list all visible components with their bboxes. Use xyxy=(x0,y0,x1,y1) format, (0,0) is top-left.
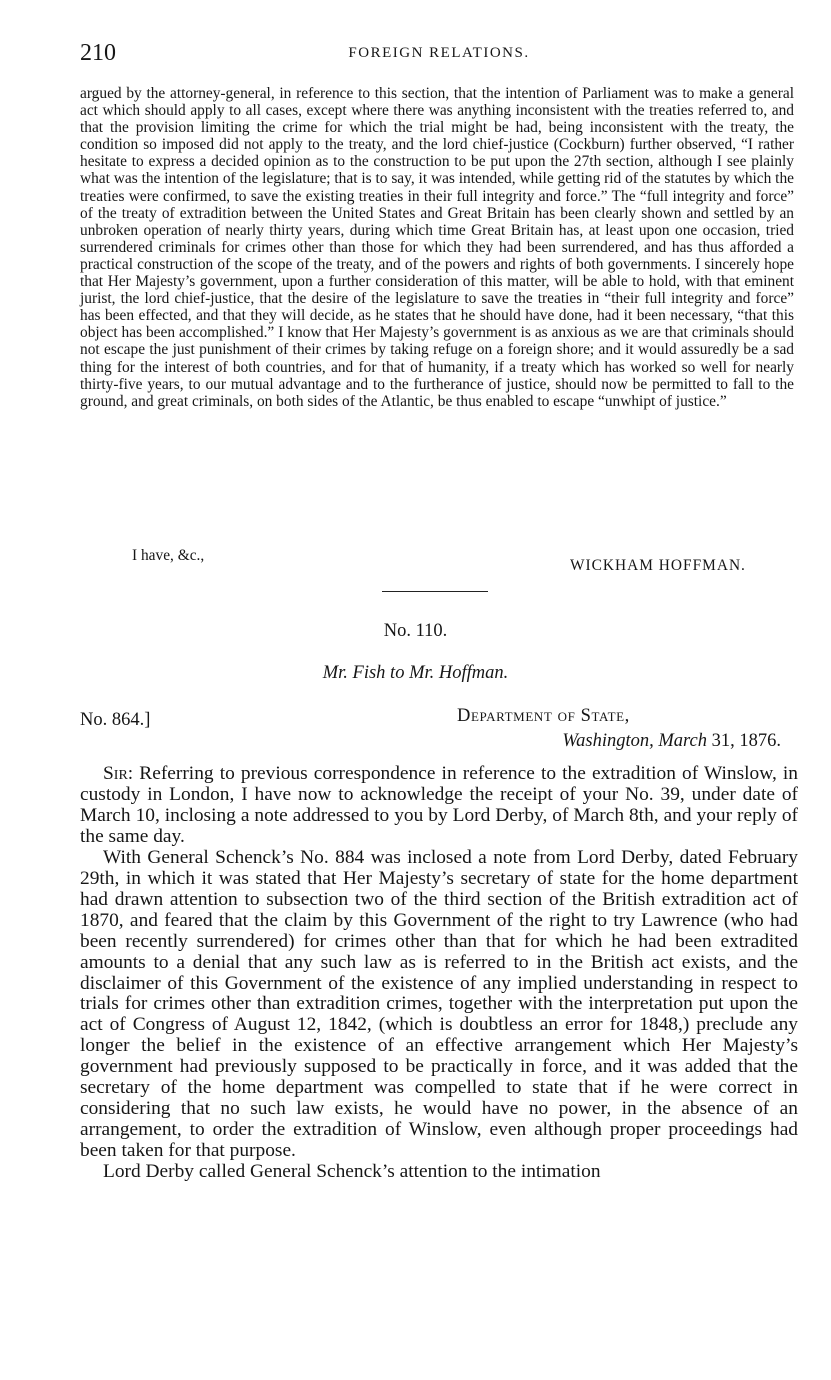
document-number: No. 110. xyxy=(383,621,448,641)
signature: WICKHAM HOFFMAN. xyxy=(570,557,746,574)
prior-letter-paragraph: argued by the attorney-general, in reference to this section, that the intention of Parliament was to make a general act which should apply to all cases, except where there was anything inconsistent with the treaties referred to, and that the provision limiting the crime for which the trial might be had, being inconsistent with the treaty, the condition so imposed did not apply to the treaty, and the lord chief-justice (Cockburn) further observed, “I rather hesitate to express a decided opinion as to the construction to be put upon the 27th section, although I see plainly what was the intention of the legislature; that is to say, it was intended, while getting rid of the statutes by which the treaties were confirmed, to save the existing treaties in their full integrity and force.” The “full integrity and force” of the treaty of extradition between the United States and Great Britain has been clearly shown and settled by an unbroken operation of nearly thirty years, during which time Great Britain has, at least upon one occasion, tried surrendered criminals for crimes other than those for which they had been surrendered, and has thus afforded a practical construction of the scope of the treaty, and of the powers and rights of both governments. I sincerely hope that Her Majesty’s government, upon a further consideration of this matter, will be able to hold, with that eminent jurist, the lord chief-justice, that the desire of the legislature to save the treaties in “their full integrity and force” has been effected, and that they will decide, as he states that he should have done, had it been necessary, “that this object has been accomplished.” I know that Her Majesty’s government is as anxious as we are that criminals should not escape the just punishment of their crimes by taking refuge on a foreign shore; and it would assuredly be a sad thing for the interest of both countries, and for that of humanity, if a treaty which has worked so well for nearly thirty-five years, to our mutual advantage and to the furtherance of justice, should now be permitted to fall to the ground, and great criminals, on both sides of the Atlantic, be thus enabled to escape “unwhipt of justice.” xyxy=(80,85,794,410)
document-title: Mr. Fish to Mr. Hoffman. xyxy=(322,663,509,683)
body-paragraph-text: : Referring to previous correspondence in reference to the extradition of Winslow, in custody in London, I have now to acknowledge the receipt of your No. 39, under date of March 10, inclosing a note addressed to you by Lord Derby, of March 8th, and your reply of the same day. xyxy=(80,763,798,847)
letter-body xyxy=(80,764,798,1183)
page-number: 210 xyxy=(80,40,116,66)
body-paragraph: With General Schenck’s No. 884 was inclosed a note from Lord Derby, dated February 29th, in which it was stated that Her Majesty’s secretary of state for the home department had drawn attention to subsection two of the third section of the British extradition act of 1870, and feared that the claim by this Government of the right to try Lawrence (who had been recently surrendered) for crimes other than that for which he had been extradited amounts to a denial that any such law as is referred to in the British act exists, and the disclaimer of this Government of the existence of any implied understanding in respect to trials for crimes other than extradition crimes, together with the interpretation put upon the act of Congress of August 12, 1842, (which is doubtless an error for 1848,) preclude any longer the belief in the existence of an effective arrangement which Her Majesty’s government had previously supposed to be practically in force, and it was added that the secretary of the home department was compelled to state that if he were correct in considering that no such law exists, he would have no power, in the absence of an arrangement, to order the extradition of Winslow, even although proper proceedings had been taken for that purpose. xyxy=(80,846,798,1162)
closing-salutation: I have, &c., xyxy=(132,547,205,564)
dateline-place: Washington, March xyxy=(562,731,707,751)
salutation: Sir xyxy=(103,763,128,784)
section-divider xyxy=(382,591,488,592)
prior-letter-body xyxy=(80,85,794,410)
dateline xyxy=(562,731,781,752)
body-paragraph xyxy=(80,764,798,848)
department-heading: Department of State, xyxy=(457,706,630,726)
dispatch-number: No. 864.] xyxy=(80,710,151,730)
running-head: FOREIGN RELATIONS. xyxy=(348,45,530,61)
prior-letter-closing xyxy=(80,547,798,587)
page-header xyxy=(80,40,798,70)
dateline-date: 31, 1876. xyxy=(711,731,781,751)
body-paragraph: Lord Derby called General Schenck’s attention to the intimation xyxy=(103,1161,601,1183)
